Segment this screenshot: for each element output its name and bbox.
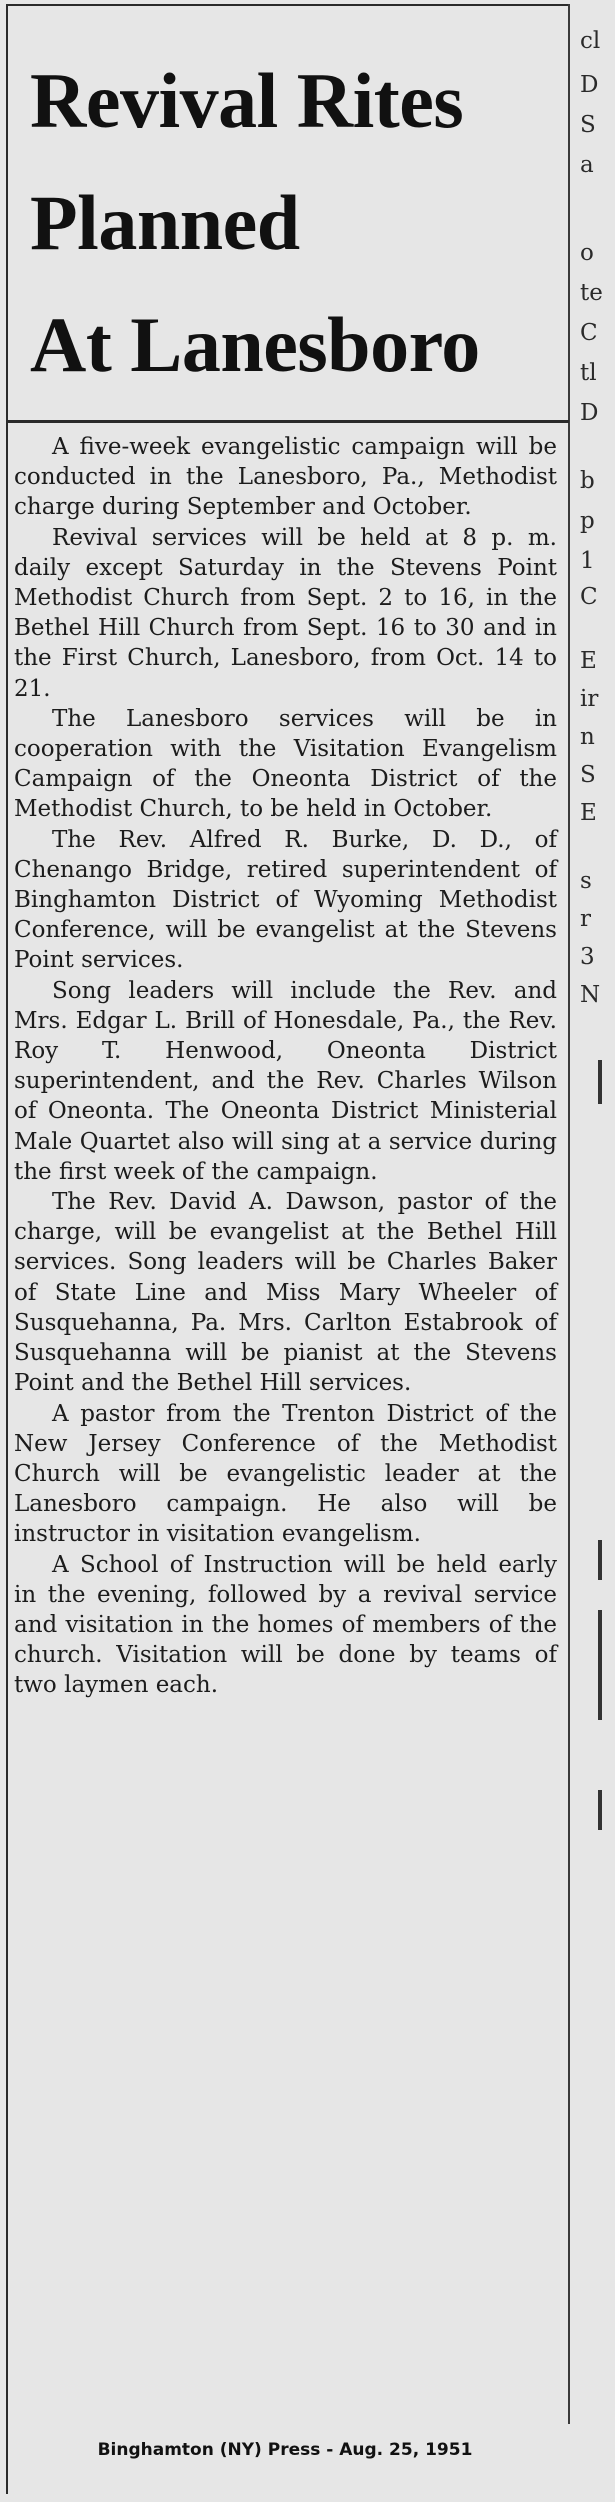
adjacent-column-mark: [598, 1610, 602, 1720]
article-paragraph: The Rev. David A. Dawson, pastor of the charge, will be evangelist at the Bethel Hill services. Song leaders will be Charles Baker of State Line and Miss Mary Wheeler of Susquehanna, Pa. Mrs. Carlton Estabrook of Susquehanna will be pianist at the Stevens Point and the Bethel Hill services.: [14, 1189, 557, 1397]
article-paragraph: The Rev. Alfred R. Burke, D. D., of Chenango Bridge, retired superintendent of Binghamton District of Wyoming Methodist Conference, will be evangelist at the Stevens Point services.: [14, 826, 557, 974]
fragment-text: E: [580, 800, 597, 826]
fragment-text: D: [580, 400, 599, 426]
article-paragraph: Revival services will be held at 8 p. m. daily except Saturday in the Stevens Point Methodist Church from Sept. 2 to 16, in the Bethel Hill Church from Sept. 16 to 30 and in the First Church, Lanesboro, from Oct. 14 to 21.: [14, 524, 557, 702]
fragment-text: 3: [580, 944, 595, 970]
adjacent-column-mark: [598, 1540, 602, 1580]
article-body: [14, 432, 557, 1701]
column-border-left: [6, 4, 8, 2494]
source-caption: Binghamton (NY) Press - Aug. 25, 1951: [97, 2440, 473, 2460]
column-border-top: [6, 4, 569, 6]
fragment-text: n: [580, 724, 595, 750]
headline-line-3: At Lanesboro: [30, 301, 480, 388]
article-paragraph: A five-week evangelistic campaign will be conducted in the Lanesboro, Pa., Methodist charge during September and October.: [14, 434, 557, 521]
adjacent-column-fragments: [576, 0, 615, 2502]
fragment-text: b: [580, 468, 595, 494]
fragment-text: ir: [580, 686, 599, 712]
fragment-text: S: [580, 762, 596, 788]
article-paragraph: Song leaders will include the Rev. and Mrs. Edgar L. Brill of Honesdale, Pa., the Rev. Roy T. Henwood, Oneonta District superintendent, and the Rev. Charles Wilson of Oneonta. The Oneonta District Ministerial Male Quartet also will sing at a service during the first week of the campaign.: [14, 977, 557, 1185]
article-paragraph: A School of Instruction will be held early in the evening, followed by a revival service and visitation in the homes of members of the church. Visitation will be done by teams of two laymen each.: [14, 1551, 557, 1699]
fragment-text: tl: [580, 360, 597, 386]
fragment-text: S: [580, 112, 596, 138]
fragment-text: cl: [580, 28, 601, 54]
fragment-text: p: [580, 508, 595, 534]
fragment-text: a: [580, 152, 594, 178]
fragment-text: C: [580, 320, 598, 346]
adjacent-column-mark: [598, 1060, 602, 1104]
column-border-right: [568, 4, 570, 2424]
fragment-text: E: [580, 648, 597, 674]
fragment-text: o: [580, 240, 594, 266]
fragment-text: C: [580, 584, 598, 610]
article-paragraph: A pastor from the Trenton District of the New Jersey Conference of the Methodist Church will be evangelistic leader at the Lanesboro campaign. He also will be instructor in visitation evangelism.: [14, 1400, 557, 1548]
fragment-text: 1: [580, 548, 595, 574]
fragment-text: r: [580, 906, 591, 932]
fragment-text: te: [580, 280, 603, 306]
fragment-text: N: [580, 982, 601, 1008]
article-paragraph: The Lanesboro services will be in cooperation with the Visitation Evangelism Campaign of the Oneonta District of the Methodist Church, to be held in October.: [14, 705, 557, 823]
headline-divider: [6, 420, 569, 423]
headline-line-1: Revival Rites: [30, 57, 464, 144]
article-headline: [30, 40, 560, 406]
adjacent-column-mark: [598, 1790, 602, 1830]
headline-line-2: Planned: [30, 179, 300, 266]
fragment-text: s: [580, 868, 592, 894]
fragment-text: D: [580, 72, 599, 98]
